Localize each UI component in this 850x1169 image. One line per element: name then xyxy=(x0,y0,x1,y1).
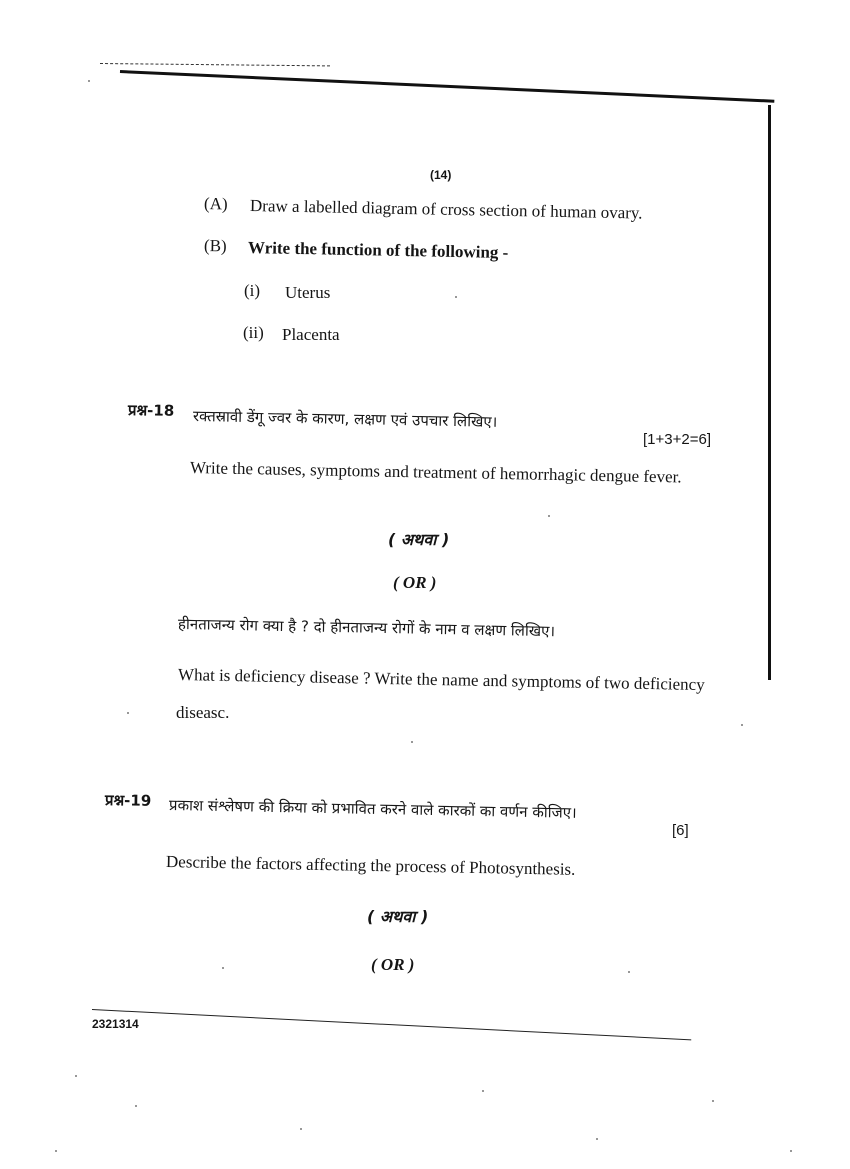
q18-or-hindi: ( अथवा ) xyxy=(388,530,450,549)
scan-speck xyxy=(455,296,457,298)
scan-speck xyxy=(411,741,413,743)
paper-code: 2321314 xyxy=(92,1017,139,1031)
q17-item-i-text: Uterus xyxy=(285,283,331,302)
q18-marks: [1+3+2=6] xyxy=(643,431,711,448)
q17-item-i-label: (i) xyxy=(244,281,261,300)
scan-speck xyxy=(88,80,90,82)
q17-part-b-label: (B) xyxy=(203,236,227,256)
page-number: (14) xyxy=(430,168,452,182)
scan-speck xyxy=(222,967,224,969)
scan-speck xyxy=(135,1105,137,1107)
scan-speck xyxy=(628,971,630,973)
q17-item-ii-text: Placenta xyxy=(282,325,340,344)
q18-alt-hindi-text: हीनताजन्य रोग क्या है ? दो हीनताजन्य रोगों के नाम व लक्षण लिखिए। xyxy=(177,615,556,641)
q17-part-b-text: Write the function of the following - xyxy=(247,238,509,262)
q19-label: प्रश्न-19 xyxy=(104,791,152,810)
q19-hindi-text: प्रकाश संश्लेषण की क्रिया को प्रभावित करने वाले कारकों का वर्णन कीजिए। xyxy=(168,796,577,822)
q17-part-a-text: Draw a labelled diagram of cross section of human ovary. xyxy=(249,196,643,223)
q17-part-a-label: (A) xyxy=(203,194,228,214)
scan-speck xyxy=(482,1090,484,1092)
scan-speck xyxy=(712,1100,714,1102)
scan-speck xyxy=(300,1128,302,1130)
scan-edge-dashed xyxy=(100,63,330,66)
scan-speck xyxy=(75,1075,77,1077)
q18-label: प्रश्न-18 xyxy=(127,401,175,420)
scan-speck xyxy=(55,1150,57,1152)
scan-edge-top xyxy=(120,70,774,103)
scan-speck xyxy=(548,515,550,517)
q19-or-english: ( OR ) xyxy=(371,955,415,974)
scan-speck xyxy=(127,712,129,714)
scan-edge-right xyxy=(768,105,771,680)
q19-marks: [6] xyxy=(672,822,689,839)
q19-or-hindi: ( अथवा ) xyxy=(367,907,429,926)
q18-hindi-text: रक्तस्रावी डेंगू ज्वर के कारण, लक्षण एवं उपचार लिखिए। xyxy=(192,407,498,431)
q18-alt-english-line1: What is deficiency disease ? Write the name and symptoms of two deficiency xyxy=(177,665,705,695)
q19-english-text: Describe the factors affecting the process of Photosynthesis. xyxy=(165,852,576,879)
q17-item-ii-label: (ii) xyxy=(243,323,264,342)
scan-speck xyxy=(741,724,743,726)
q18-or-english: ( OR ) xyxy=(393,573,437,592)
q18-alt-english-line2: diseasc. xyxy=(176,703,230,722)
footer-rule xyxy=(92,1009,691,1040)
scan-speck xyxy=(790,1150,792,1152)
q18-english-text: Write the causes, symptoms and treatment of hemorrhagic dengue fever. xyxy=(189,458,682,487)
scan-speck xyxy=(596,1138,598,1140)
